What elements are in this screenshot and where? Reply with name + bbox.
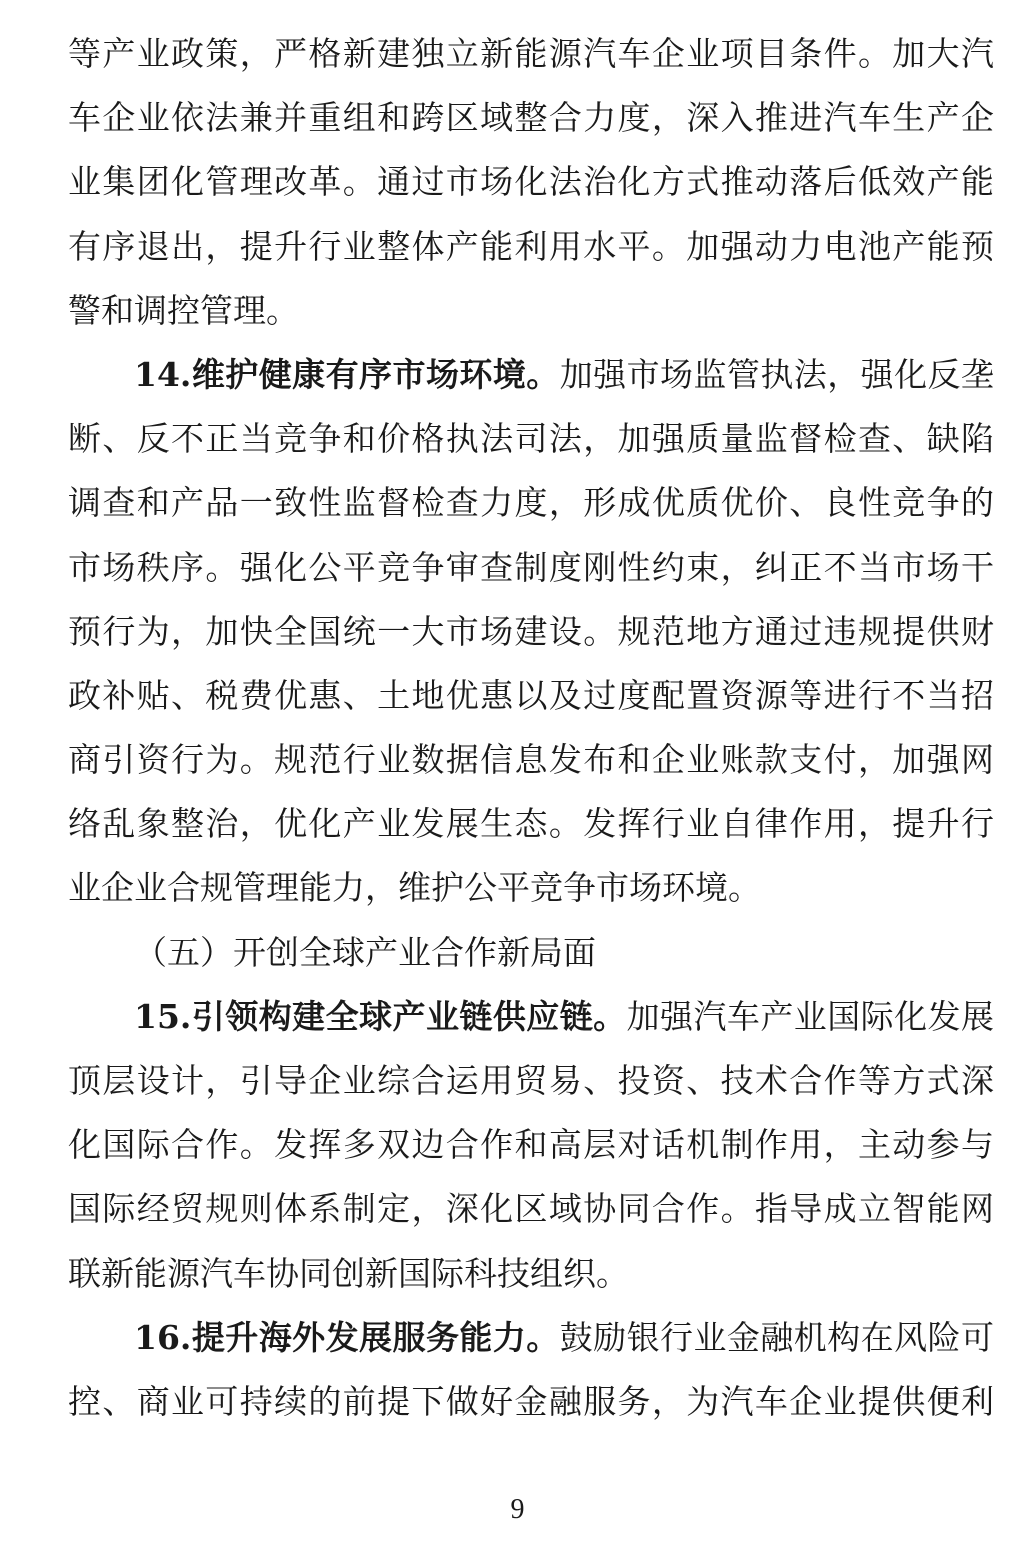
text-line: 断、反不正当竞争和价格执法司法，加强质量监督检查、缺陷 (68, 419, 994, 459)
text-line: 化国际合作。发挥多双边合作和高层对话机制作用，主动参与 (68, 1125, 994, 1165)
paragraph-item-15 (68, 985, 994, 1306)
text-line: 联新能源汽车协同创新国际科技组织。 (68, 1253, 629, 1293)
item-text: 加强汽车产业国际化发展 (626, 996, 994, 1036)
text-line: 业集团化管理改革。通过市场化法治化方式推动落后低效产能 (68, 162, 994, 202)
text-line (68, 985, 994, 1049)
paragraph-item-14 (68, 343, 994, 921)
paragraph-item-16 (68, 1306, 994, 1434)
item-heading: 15.引领构建全球产业链供应链。 (134, 996, 627, 1036)
text-line: 预行为，加快全国统一大市场建设。规范地方通过违规提供财 (68, 611, 994, 651)
text-line: 控、商业可持续的前提下做好金融服务，为汽车企业提供便利 (68, 1381, 994, 1421)
text-line (68, 1306, 994, 1370)
section-heading (68, 921, 994, 985)
text-line: 络乱象整治，优化产业发展生态。发挥行业自律作用，提升行 (68, 804, 994, 844)
item-text: 鼓励银行业金融机构在风险可 (559, 1317, 994, 1357)
text-line: 市场秩序。强化公平竞争审查制度刚性约束，纠正不当市场干 (68, 547, 994, 587)
text-line: 调查和产品一致性监督检查力度，形成优质优价、良性竞争的 (68, 483, 994, 523)
text-line: 政补贴、税费优惠、土地优惠以及过度配置资源等进行不当招 (68, 675, 994, 715)
text-line: 警和调控管理。 (68, 290, 299, 330)
item-heading: 16.提升海外发展服务能力。 (134, 1317, 560, 1357)
text-line: 国际经贸规则体系制定，深化区域协同合作。指导成立智能网 (68, 1189, 994, 1229)
text-line: 商引资行为。规范行业数据信息发布和企业账款支付，加强网 (68, 740, 994, 780)
section-title: （五）开创全球产业合作新局面 (134, 932, 596, 972)
text-line: 有序退出，提升行业整体产能利用水平。加强动力电池产能预 (68, 226, 994, 266)
text-line: 顶层设计，引导企业综合运用贸易、投资、技术合作等方式深 (68, 1061, 994, 1100)
item-text: 加强市场监管执法，强化反垄 (559, 354, 994, 394)
text-line (68, 343, 994, 407)
text-line: 车企业依法兼并重组和跨区域整合力度，深入推进汽车生产企 (68, 98, 994, 138)
text-line: 等产业政策，严格新建独立新能源汽车企业项目条件。加大汽 (68, 34, 994, 73)
item-heading: 14.维护健康有序市场环境。 (134, 354, 560, 394)
paragraph-capacity (68, 22, 994, 343)
document-page (68, 22, 994, 1434)
page-number: 9 (510, 1494, 525, 1525)
text-line: 业企业合规管理能力，维护公平竞争市场环境。 (68, 868, 761, 908)
